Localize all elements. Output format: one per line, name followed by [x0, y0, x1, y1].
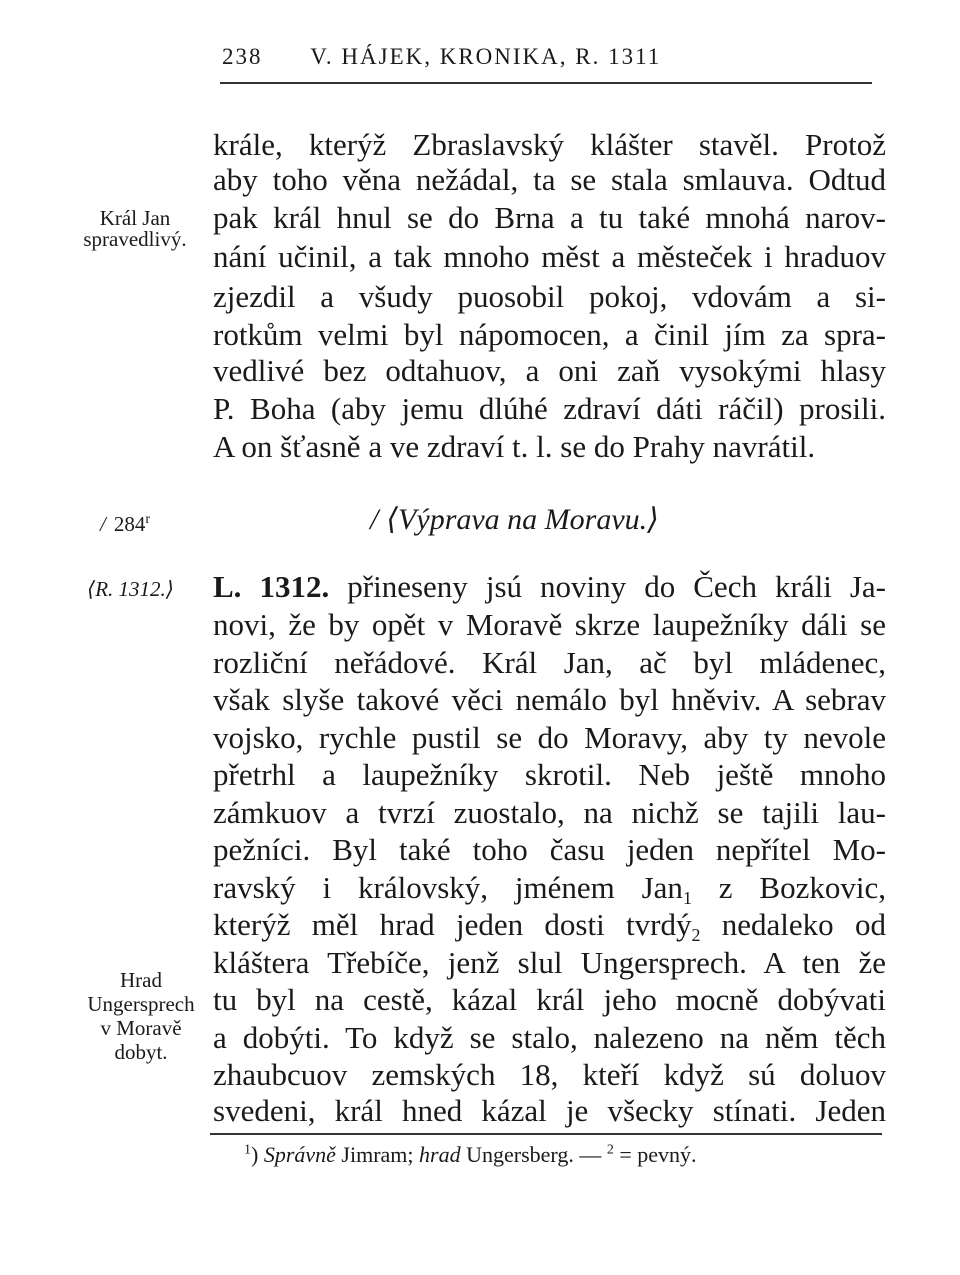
page-number: 238 — [222, 44, 263, 69]
margin-note-kral-jan — [74, 208, 196, 250]
folio-side: r — [145, 512, 151, 527]
footnote-marker-2: 2 — [606, 1142, 614, 1158]
text-run: z Bozkovic, — [691, 870, 886, 905]
text-line: vedlivé bez odtahuov, a oni zaň vysokými hlasy — [213, 353, 886, 388]
text-line: rozliční neřádové. Král Jan, ač byl mládenec, — [213, 645, 886, 680]
margin-note-hrad — [74, 968, 208, 1064]
margin-note-year: ⟨R. 1312.⟩ — [87, 577, 174, 601]
text-line: krále, kterýž Zbraslavský klášter stavěl. Protož — [213, 127, 886, 162]
text-run: kterýž měl hrad jeden dosti tvrdý — [213, 907, 692, 942]
text-line: rotkům velmi byl nápomocen, a činil jím za spra- — [213, 317, 886, 352]
text-line: A on šťasně a ve zdraví t. l. se do Prahy navrátil. — [213, 429, 816, 464]
section-heading-text: ⟨Výprava na Moravu.⟩ — [386, 503, 659, 536]
running-title: V. HÁJEK, KRONIKA, R. 1311 — [310, 44, 662, 69]
text-line: tu byl na cestě, kázal král jeho mocně dobývati — [213, 982, 886, 1017]
footnote — [244, 1142, 697, 1168]
footnote-text: Jimram; — [335, 1142, 420, 1167]
margin-note-line: v Moravě — [100, 1016, 182, 1040]
margin-note-line: dobyt. — [114, 1040, 168, 1064]
margin-note-line: Hrad — [120, 968, 162, 992]
text-line: přetrhl a laupežníky skrotil. Neb ještě mnoho — [213, 757, 886, 792]
text-line: nání učinil, a tak mnoho měst a městeček i hraduov — [213, 239, 886, 274]
footnote-italic: Správně — [263, 1142, 336, 1167]
footnote-italic: hrad — [419, 1142, 461, 1167]
footnote-rule — [210, 1133, 882, 1135]
text-run: nedaleko od — [700, 907, 886, 942]
margin-note-line: Král Jan — [99, 206, 171, 230]
text-line: zjezdil a všudy puosobil pokoj, vdovám a si- — [213, 279, 886, 314]
text-line — [213, 570, 886, 604]
text-run: ravský i královský, jménem Jan — [213, 870, 683, 905]
footnote-paren: ) — [251, 1142, 259, 1167]
text-line: a dobýti. To když se stalo, nalezeno na něm těch — [213, 1020, 886, 1055]
margin-note-line: spravedlivý. — [83, 227, 187, 251]
text-line: zhaubcuov zemských 18, kteří když sú doluov — [213, 1057, 886, 1092]
text-line: aby toho věna nežádal, ta se stala smlauva. Odtud — [213, 162, 886, 197]
running-header — [222, 44, 661, 70]
folio-marker: / 284$^r$ — [100, 512, 151, 536]
text-line: pak král hnul se do Brna a tu také mnohá narov- — [213, 200, 886, 235]
footnote-text: Ungersberg. — — [460, 1142, 607, 1167]
footnote-marker-1: 1 — [244, 1142, 251, 1158]
header-rule — [220, 82, 872, 84]
text-run: přineseny jsú noviny do Čech králi Ja- — [329, 569, 886, 604]
text-line: kláštera Třebíče, jenž slul Ungersprech. A ten že — [213, 945, 886, 980]
section-heading: / ⟨Výprava na Moravu.⟩ — [370, 503, 659, 536]
note-ref-2: 2 — [691, 925, 701, 945]
text-line: svedeni, král hned kázal je všecky stínati. Jeden — [213, 1093, 886, 1128]
footnote-text: = pevný. — [613, 1142, 697, 1167]
text-line: pežníci. Byl také toho času jeden nepřítel Mo- — [213, 832, 886, 867]
year-label: L. 1312. — [213, 569, 330, 604]
note-ref-1: 1 — [682, 888, 692, 908]
margin-note-line: Ungersprech — [87, 992, 195, 1016]
text-line: však slyše takové věci nemálo byl hněviv. A sebrav — [213, 682, 886, 717]
text-line: vojsko, rychle pustil se do Moravy, aby ty nevole — [213, 720, 886, 755]
text-line: P. Boha (aby jemu dlúhé zdraví dáti ráčil) prosili. — [213, 391, 886, 426]
text-line: novi, že by opět v Moravě skrze laupežníky dáli se — [213, 607, 886, 642]
text-line: zámkuov a tvrzí zuostalo, na nichž se tajili lau- — [213, 795, 886, 830]
folio-number: 284 — [113, 512, 146, 536]
